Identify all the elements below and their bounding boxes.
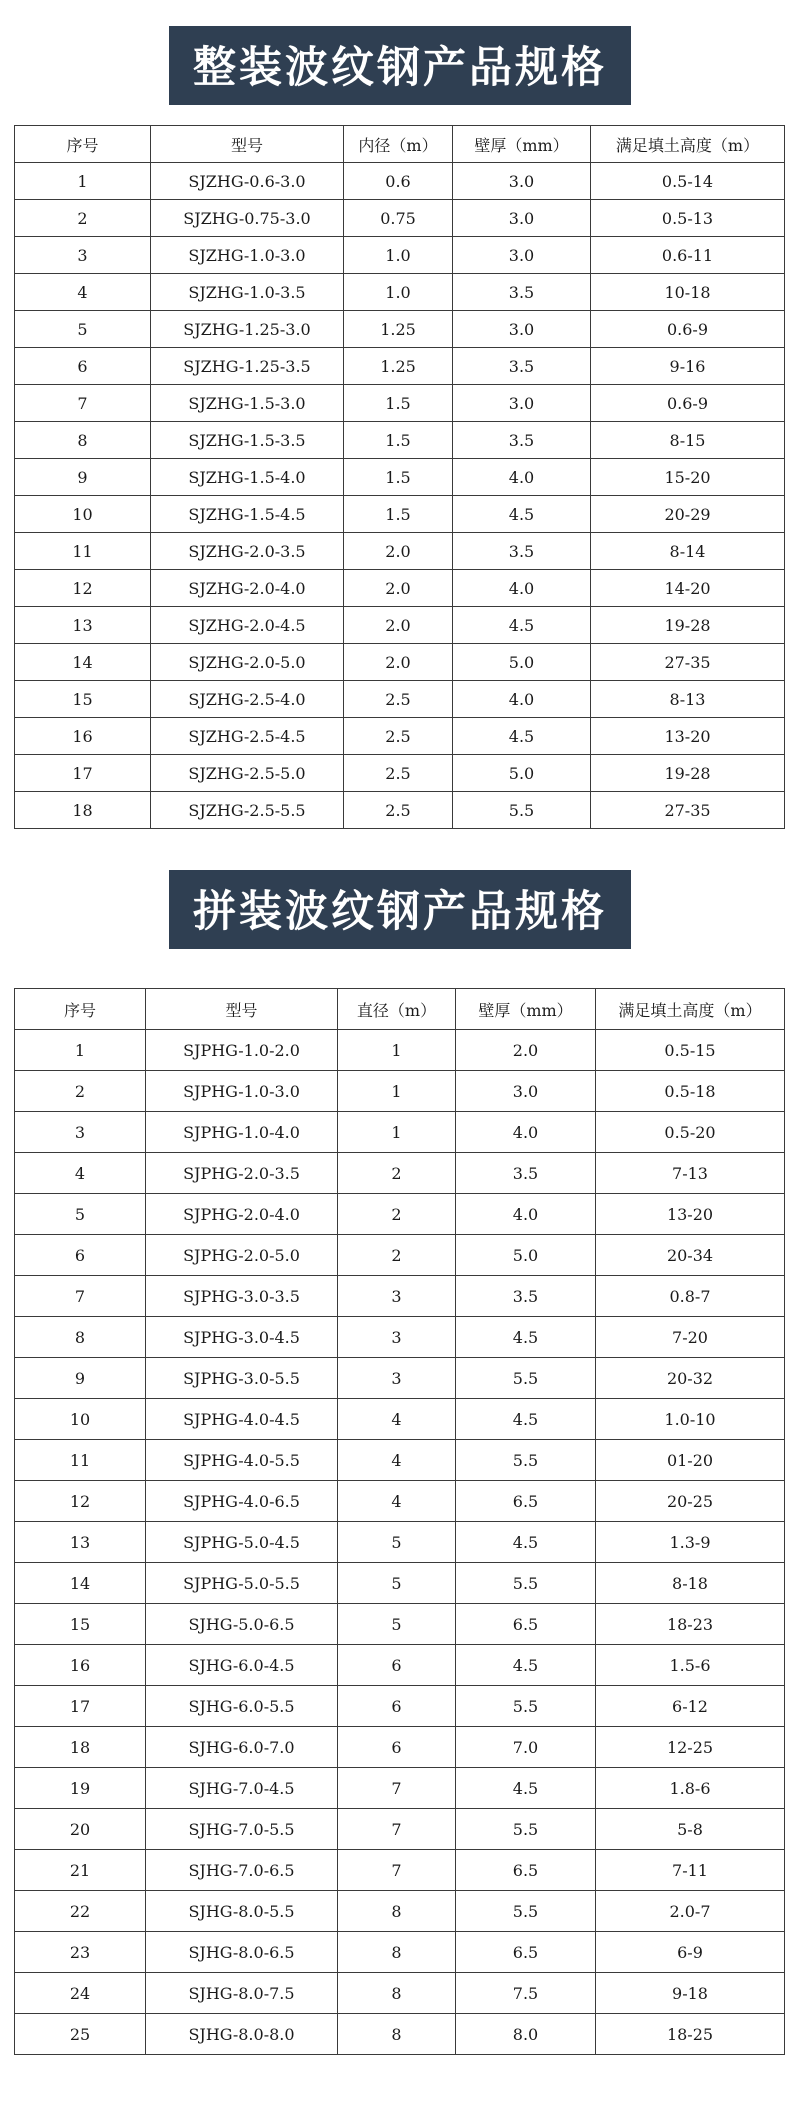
cell-fill-height: 20-29 [591, 496, 785, 533]
cell-diameter: 2 [338, 1153, 456, 1194]
header-index: 序号 [15, 126, 151, 163]
cell-index: 13 [15, 607, 151, 644]
cell-wall-thickness: 4.0 [456, 1112, 596, 1153]
cell-model: SJHG-8.0-7.5 [146, 1973, 338, 2014]
cell-fill-height: 13-20 [596, 1194, 785, 1235]
cell-fill-height: 1.0-10 [596, 1399, 785, 1440]
cell-index: 15 [15, 681, 151, 718]
cell-model: SJZHG-2.5-5.5 [151, 792, 344, 829]
cell-fill-height: 13-20 [591, 718, 785, 755]
integral-spec-table [14, 125, 785, 829]
cell-diameter: 5 [338, 1522, 456, 1563]
cell-index: 5 [15, 311, 151, 348]
cell-fill-height: 18-23 [596, 1604, 785, 1645]
table-row [15, 163, 785, 200]
cell-diameter: 2.0 [344, 533, 453, 570]
cell-model: SJZHG-1.5-4.5 [151, 496, 344, 533]
table-row [15, 1768, 785, 1809]
cell-diameter: 3 [338, 1276, 456, 1317]
table-row [15, 681, 785, 718]
header-model: 型号 [146, 989, 338, 1030]
table-row [15, 533, 785, 570]
table-row [15, 1276, 785, 1317]
table-row [15, 1850, 785, 1891]
cell-wall-thickness: 5.5 [456, 1563, 596, 1604]
table-row [15, 607, 785, 644]
cell-index: 8 [15, 1317, 146, 1358]
cell-model: SJPHG-4.0-6.5 [146, 1481, 338, 1522]
table-row [15, 1932, 785, 1973]
cell-index: 14 [15, 644, 151, 681]
table-row [15, 1891, 785, 1932]
cell-index: 9 [15, 1358, 146, 1399]
cell-diameter: 1 [338, 1030, 456, 1071]
cell-index: 10 [15, 1399, 146, 1440]
cell-model: SJZHG-2.5-5.0 [151, 755, 344, 792]
cell-diameter: 5 [338, 1604, 456, 1645]
cell-index: 7 [15, 385, 151, 422]
integral-spec-body [15, 163, 785, 829]
cell-fill-height: 20-25 [596, 1481, 785, 1522]
cell-model: SJZHG-1.25-3.5 [151, 348, 344, 385]
cell-fill-height: 6-9 [596, 1932, 785, 1973]
cell-diameter: 1.5 [344, 496, 453, 533]
cell-fill-height: 0.6-9 [591, 311, 785, 348]
cell-wall-thickness: 3.0 [456, 1071, 596, 1112]
cell-model: SJZHG-2.0-3.5 [151, 533, 344, 570]
cell-fill-height: 18-25 [596, 2014, 785, 2055]
cell-index: 15 [15, 1604, 146, 1645]
cell-model: SJHG-7.0-4.5 [146, 1768, 338, 1809]
table-row [15, 718, 785, 755]
cell-model: SJPHG-2.0-4.0 [146, 1194, 338, 1235]
cell-index: 13 [15, 1522, 146, 1563]
header-fill-height: 满足填土高度（m） [596, 989, 785, 1030]
cell-diameter: 8 [338, 1973, 456, 2014]
cell-fill-height: 8-13 [591, 681, 785, 718]
cell-model: SJHG-6.0-4.5 [146, 1645, 338, 1686]
cell-fill-height: 12-25 [596, 1727, 785, 1768]
table-row [15, 496, 785, 533]
cell-model: SJPHG-4.0-5.5 [146, 1440, 338, 1481]
cell-index: 9 [15, 459, 151, 496]
cell-fill-height: 5-8 [596, 1809, 785, 1850]
header-diameter: 直径（m） [338, 989, 456, 1030]
cell-index: 6 [15, 1235, 146, 1276]
table-header-row [15, 989, 785, 1030]
cell-wall-thickness: 4.0 [453, 459, 591, 496]
cell-wall-thickness: 6.5 [456, 1481, 596, 1522]
header-wall-thickness: 壁厚（mm） [456, 989, 596, 1030]
cell-wall-thickness: 4.0 [453, 570, 591, 607]
cell-diameter: 2.5 [344, 718, 453, 755]
cell-diameter: 7 [338, 1850, 456, 1891]
cell-index: 14 [15, 1563, 146, 1604]
table-row [15, 1317, 785, 1358]
cell-fill-height: 0.6-9 [591, 385, 785, 422]
cell-index: 5 [15, 1194, 146, 1235]
cell-index: 25 [15, 2014, 146, 2055]
cell-wall-thickness: 3.5 [453, 274, 591, 311]
header-index: 序号 [15, 989, 146, 1030]
section-title-integral: 整装波纹钢产品规格 [169, 26, 631, 105]
cell-wall-thickness: 4.5 [456, 1522, 596, 1563]
cell-diameter: 1.25 [344, 311, 453, 348]
cell-diameter: 1 [338, 1071, 456, 1112]
cell-model: SJZHG-1.5-3.5 [151, 422, 344, 459]
cell-diameter: 0.75 [344, 200, 453, 237]
cell-fill-height: 10-18 [591, 274, 785, 311]
cell-wall-thickness: 5.5 [456, 1358, 596, 1399]
table-row [15, 1440, 785, 1481]
cell-model: SJPHG-1.0-3.0 [146, 1071, 338, 1112]
cell-index: 7 [15, 1276, 146, 1317]
table-row [15, 1563, 785, 1604]
cell-wall-thickness: 4.5 [456, 1399, 596, 1440]
table-row [15, 644, 785, 681]
cell-model: SJZHG-2.0-5.0 [151, 644, 344, 681]
cell-model: SJPHG-1.0-4.0 [146, 1112, 338, 1153]
cell-model: SJZHG-1.0-3.5 [151, 274, 344, 311]
cell-model: SJZHG-2.5-4.5 [151, 718, 344, 755]
cell-diameter: 1.5 [344, 422, 453, 459]
cell-index: 18 [15, 1727, 146, 1768]
cell-model: SJZHG-1.25-3.0 [151, 311, 344, 348]
cell-wall-thickness: 5.5 [453, 792, 591, 829]
table-row [15, 1481, 785, 1522]
table-row [15, 570, 785, 607]
table-row [15, 1809, 785, 1850]
cell-wall-thickness: 8.0 [456, 2014, 596, 2055]
cell-wall-thickness: 5.0 [453, 755, 591, 792]
cell-model: SJZHG-1.0-3.0 [151, 237, 344, 274]
cell-wall-thickness: 3.0 [453, 385, 591, 422]
cell-diameter: 2.5 [344, 681, 453, 718]
cell-index: 3 [15, 237, 151, 274]
cell-fill-height: 8-18 [596, 1563, 785, 1604]
table-row [15, 459, 785, 496]
cell-index: 2 [15, 200, 151, 237]
cell-fill-height: 20-34 [596, 1235, 785, 1276]
cell-wall-thickness: 3.0 [453, 200, 591, 237]
cell-wall-thickness: 4.0 [456, 1194, 596, 1235]
cell-index: 16 [15, 1645, 146, 1686]
cell-model: SJZHG-2.5-4.0 [151, 681, 344, 718]
cell-index: 23 [15, 1932, 146, 1973]
cell-index: 16 [15, 718, 151, 755]
table-row [15, 1604, 785, 1645]
cell-diameter: 1.0 [344, 237, 453, 274]
cell-index: 1 [15, 163, 151, 200]
cell-fill-height: 7-11 [596, 1850, 785, 1891]
cell-diameter: 2 [338, 1194, 456, 1235]
cell-diameter: 6 [338, 1727, 456, 1768]
assembled-spec-table [14, 988, 785, 2055]
cell-diameter: 2.0 [344, 607, 453, 644]
cell-diameter: 4 [338, 1399, 456, 1440]
cell-diameter: 3 [338, 1317, 456, 1358]
table-row [15, 1153, 785, 1194]
cell-model: SJPHG-2.0-3.5 [146, 1153, 338, 1194]
cell-wall-thickness: 5.5 [456, 1809, 596, 1850]
cell-diameter: 2.0 [344, 644, 453, 681]
table-row [15, 422, 785, 459]
cell-index: 8 [15, 422, 151, 459]
table-row [15, 1030, 785, 1071]
cell-fill-height: 0.5-13 [591, 200, 785, 237]
cell-index: 4 [15, 274, 151, 311]
cell-diameter: 1.25 [344, 348, 453, 385]
cell-diameter: 5 [338, 1563, 456, 1604]
cell-fill-height: 01-20 [596, 1440, 785, 1481]
cell-wall-thickness: 3.5 [453, 348, 591, 385]
cell-fill-height: 8-14 [591, 533, 785, 570]
cell-fill-height: 0.8-7 [596, 1276, 785, 1317]
cell-index: 22 [15, 1891, 146, 1932]
cell-wall-thickness: 5.5 [456, 1440, 596, 1481]
cell-index: 18 [15, 792, 151, 829]
cell-wall-thickness: 3.0 [453, 311, 591, 348]
cell-wall-thickness: 7.0 [456, 1727, 596, 1768]
cell-index: 21 [15, 1850, 146, 1891]
cell-model: SJHG-7.0-5.5 [146, 1809, 338, 1850]
cell-diameter: 1.0 [344, 274, 453, 311]
cell-fill-height: 27-35 [591, 644, 785, 681]
cell-fill-height: 7-20 [596, 1317, 785, 1358]
cell-wall-thickness: 5.0 [453, 644, 591, 681]
cell-wall-thickness: 4.5 [453, 496, 591, 533]
cell-index: 11 [15, 1440, 146, 1481]
header-model: 型号 [151, 126, 344, 163]
cell-fill-height: 20-32 [596, 1358, 785, 1399]
header-inner-diameter: 内径（m） [344, 126, 453, 163]
table-row [15, 1686, 785, 1727]
cell-wall-thickness: 4.5 [456, 1768, 596, 1809]
table-row [15, 311, 785, 348]
cell-fill-height: 1.8-6 [596, 1768, 785, 1809]
cell-wall-thickness: 3.5 [456, 1153, 596, 1194]
table-row [15, 1235, 785, 1276]
cell-fill-height: 6-12 [596, 1686, 785, 1727]
cell-fill-height: 0.6-11 [591, 237, 785, 274]
cell-fill-height: 0.5-15 [596, 1030, 785, 1071]
cell-fill-height: 1.5-6 [596, 1645, 785, 1686]
cell-diameter: 6 [338, 1686, 456, 1727]
cell-diameter: 1.5 [344, 385, 453, 422]
cell-index: 19 [15, 1768, 146, 1809]
cell-wall-thickness: 6.5 [456, 1604, 596, 1645]
cell-wall-thickness: 7.5 [456, 1973, 596, 2014]
cell-model: SJHG-7.0-6.5 [146, 1850, 338, 1891]
cell-diameter: 7 [338, 1809, 456, 1850]
cell-fill-height: 27-35 [591, 792, 785, 829]
cell-wall-thickness: 6.5 [456, 1850, 596, 1891]
cell-diameter: 2 [338, 1235, 456, 1276]
cell-fill-height: 9-16 [591, 348, 785, 385]
table-row [15, 755, 785, 792]
cell-model: SJHG-6.0-5.5 [146, 1686, 338, 1727]
cell-wall-thickness: 4.5 [456, 1317, 596, 1358]
cell-wall-thickness: 4.5 [453, 607, 591, 644]
table-row [15, 2014, 785, 2055]
cell-index: 10 [15, 496, 151, 533]
cell-model: SJPHG-3.0-5.5 [146, 1358, 338, 1399]
cell-model: SJZHG-1.5-4.0 [151, 459, 344, 496]
table-row [15, 792, 785, 829]
header-wall-thickness: 壁厚（mm） [453, 126, 591, 163]
cell-diameter: 1 [338, 1112, 456, 1153]
cell-index: 2 [15, 1071, 146, 1112]
cell-diameter: 2.5 [344, 755, 453, 792]
cell-index: 24 [15, 1973, 146, 2014]
cell-wall-thickness: 4.5 [456, 1645, 596, 1686]
table-row [15, 1973, 785, 2014]
cell-wall-thickness: 4.0 [453, 681, 591, 718]
table-row [15, 1194, 785, 1235]
cell-fill-height: 14-20 [591, 570, 785, 607]
cell-wall-thickness: 5.0 [456, 1235, 596, 1276]
cell-model: SJPHG-3.0-3.5 [146, 1276, 338, 1317]
table-row [15, 1399, 785, 1440]
table-row [15, 237, 785, 274]
cell-model: SJPHG-1.0-2.0 [146, 1030, 338, 1071]
cell-wall-thickness: 3.0 [453, 163, 591, 200]
cell-diameter: 8 [338, 2014, 456, 2055]
cell-diameter: 0.6 [344, 163, 453, 200]
cell-diameter: 1.5 [344, 459, 453, 496]
cell-index: 12 [15, 570, 151, 607]
cell-diameter: 7 [338, 1768, 456, 1809]
table-row [15, 385, 785, 422]
cell-index: 6 [15, 348, 151, 385]
assembled-spec-body [15, 1030, 785, 2055]
cell-index: 3 [15, 1112, 146, 1153]
table-header-row [15, 126, 785, 163]
cell-model: SJHG-5.0-6.5 [146, 1604, 338, 1645]
cell-wall-thickness: 3.5 [453, 533, 591, 570]
cell-fill-height: 1.3-9 [596, 1522, 785, 1563]
cell-fill-height: 19-28 [591, 755, 785, 792]
cell-model: SJHG-8.0-5.5 [146, 1891, 338, 1932]
cell-wall-thickness: 3.5 [453, 422, 591, 459]
cell-index: 12 [15, 1481, 146, 1522]
cell-model: SJZHG-2.0-4.0 [151, 570, 344, 607]
table-row [15, 274, 785, 311]
table-row [15, 1112, 785, 1153]
cell-model: SJHG-6.0-7.0 [146, 1727, 338, 1768]
cell-diameter: 8 [338, 1932, 456, 1973]
cell-diameter: 6 [338, 1645, 456, 1686]
cell-diameter: 8 [338, 1891, 456, 1932]
cell-index: 4 [15, 1153, 146, 1194]
cell-wall-thickness: 3.5 [456, 1276, 596, 1317]
cell-index: 20 [15, 1809, 146, 1850]
cell-diameter: 4 [338, 1440, 456, 1481]
section-title-assembled: 拼装波纹钢产品规格 [169, 870, 631, 949]
cell-fill-height: 15-20 [591, 459, 785, 496]
table-row [15, 1071, 785, 1112]
cell-diameter: 3 [338, 1358, 456, 1399]
cell-wall-thickness: 5.5 [456, 1686, 596, 1727]
cell-fill-height: 0.5-20 [596, 1112, 785, 1153]
cell-model: SJPHG-4.0-4.5 [146, 1399, 338, 1440]
cell-fill-height: 9-18 [596, 1973, 785, 2014]
cell-model: SJZHG-0.6-3.0 [151, 163, 344, 200]
cell-fill-height: 0.5-14 [591, 163, 785, 200]
cell-index: 17 [15, 755, 151, 792]
cell-diameter: 2.0 [344, 570, 453, 607]
cell-model: SJPHG-2.0-5.0 [146, 1235, 338, 1276]
cell-model: SJHG-8.0-8.0 [146, 2014, 338, 2055]
cell-fill-height: 2.0-7 [596, 1891, 785, 1932]
cell-index: 17 [15, 1686, 146, 1727]
table-row [15, 200, 785, 237]
cell-fill-height: 0.5-18 [596, 1071, 785, 1112]
cell-wall-thickness: 3.0 [453, 237, 591, 274]
cell-diameter: 2.5 [344, 792, 453, 829]
cell-index: 11 [15, 533, 151, 570]
cell-wall-thickness: 6.5 [456, 1932, 596, 1973]
cell-fill-height: 7-13 [596, 1153, 785, 1194]
table-row [15, 1727, 785, 1768]
table-row [15, 1522, 785, 1563]
cell-diameter: 4 [338, 1481, 456, 1522]
table-row [15, 1645, 785, 1686]
cell-model: SJZHG-0.75-3.0 [151, 200, 344, 237]
cell-model: SJZHG-2.0-4.5 [151, 607, 344, 644]
cell-wall-thickness: 4.5 [453, 718, 591, 755]
cell-model: SJHG-8.0-6.5 [146, 1932, 338, 1973]
cell-fill-height: 8-15 [591, 422, 785, 459]
cell-model: SJPHG-3.0-4.5 [146, 1317, 338, 1358]
table-row [15, 1358, 785, 1399]
cell-index: 1 [15, 1030, 146, 1071]
cell-wall-thickness: 5.5 [456, 1891, 596, 1932]
cell-model: SJPHG-5.0-4.5 [146, 1522, 338, 1563]
header-fill-height: 满足填土高度（m） [591, 126, 785, 163]
cell-wall-thickness: 2.0 [456, 1030, 596, 1071]
cell-fill-height: 19-28 [591, 607, 785, 644]
cell-model: SJPHG-5.0-5.5 [146, 1563, 338, 1604]
cell-model: SJZHG-1.5-3.0 [151, 385, 344, 422]
table-row [15, 348, 785, 385]
